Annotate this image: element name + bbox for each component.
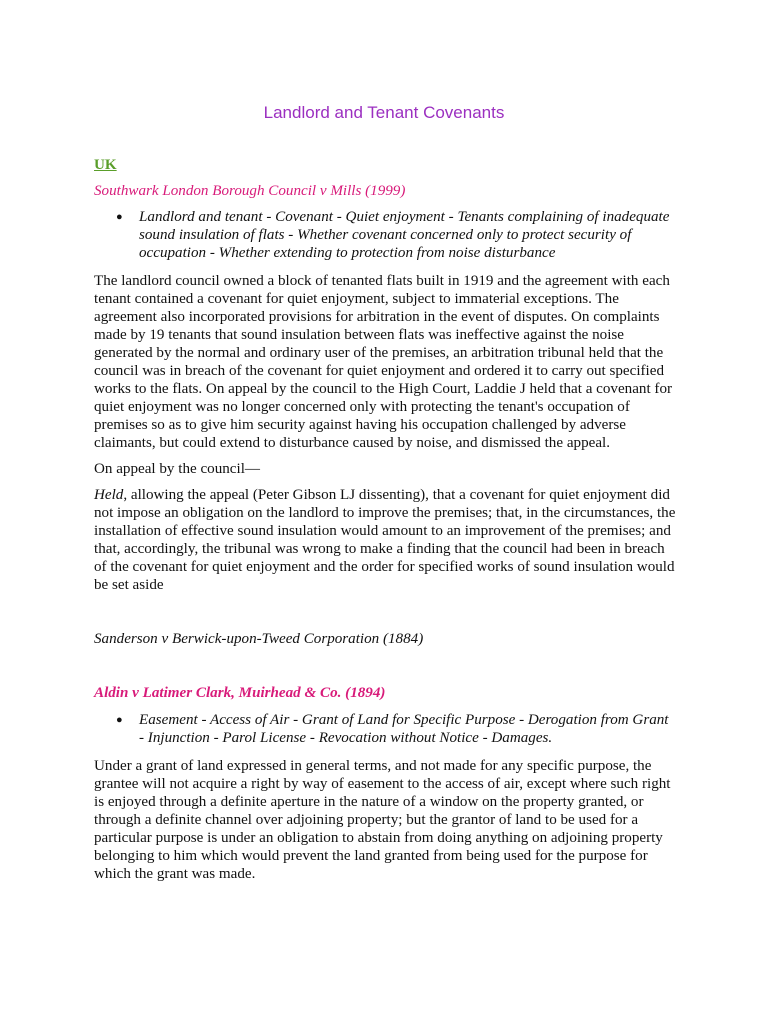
bullet-icon: ● (116, 714, 123, 726)
case-title-southwark: Southwark London Borough Council v Mills (1999) (94, 183, 406, 199)
case-keywords-list (94, 208, 676, 262)
held-label: Held (94, 487, 124, 503)
held-text: , allowing the appeal (Peter Gibson LJ dissenting), that a covenant for quiet enjoyment did not impose an obligation on the landlord to improve the premises; that, in the circumstances, the installation of effective sound insulation would amount to an improvement of the premises; and that, accordingly, the tribunal was wrong to make a finding that the council had been in breach of the covenant for quiet enjoyment and the order for specified works of sound insulation would be set aside (94, 487, 676, 593)
document-body (94, 156, 676, 883)
case3-keywords-text: Easement - Access of Air - Grant of Land for Specific Purpose - Derogation from Grant - Injunction - Parol License - Revocation without Notice - Damages. (139, 712, 669, 746)
case-keywords-text: Landlord and tenant - Covenant - Quiet enjoyment - Tenants complaining of inadequate sound insulation of flats - Whether covenant concerned only to protect security of occupation - Whether extending to protection from noise disturbance (139, 209, 670, 261)
case-title-sanderson: Sanderson v Berwick-upon-Tweed Corporation (1884) (94, 631, 424, 647)
appeal-intro-paragraph: On appeal by the council— (94, 461, 260, 477)
document-title: Landlord and Tenant Covenants (263, 103, 505, 122)
case3-keywords-item (94, 711, 676, 747)
section-heading-uk: UK (94, 157, 117, 173)
case3-paragraph: Under a grant of land expressed in general terms, and not made for any specific purpose, the grantee will not acquire a right by way of easement to the access of air, except where such right is enjoyed through a definite aperture in the nature of a window on the property granted, or through a definite channel over adjoining property; but the grantor of land to be used for a particular purpose is under an obligation to abstain from doing anything on adjoining property belonging to him which would prevent the land granted from being used for the purpose for which the grant was made. (94, 758, 671, 882)
case-facts-paragraph: The landlord council owned a block of tenanted flats built in 1919 and the agreement with each tenant contained a covenant for quiet enjoyment, subject to immaterial exceptions. The agreement also incorporated provisions for arbitration in the event of disputes. On complaints made by 19 tenants that sound insulation between flats was ineffective against the noise generated by the normal and ordinary user of the premises, an arbitration tribunal held that the council was in breach of the covenant for quiet enjoyment and ordered it to carry out specified works to the flats. On appeal by the council to the High Court, Laddie J held that a covenant for quiet enjoyment was no longer concerned only with protecting the tenant's occupation of premises so as to give him security against having his occupation challenged by adverse claimants, but could extend to disturbance caused by noise, and dismissed the appeal. (94, 273, 673, 451)
case3-keywords-list (94, 711, 676, 747)
case-title-aldin: Aldin v Latimer Clark, Muirhead & Co. (1894) (94, 685, 386, 701)
bullet-icon: ● (116, 211, 123, 223)
case-keywords-item (94, 208, 676, 262)
held-paragraph (94, 486, 676, 594)
